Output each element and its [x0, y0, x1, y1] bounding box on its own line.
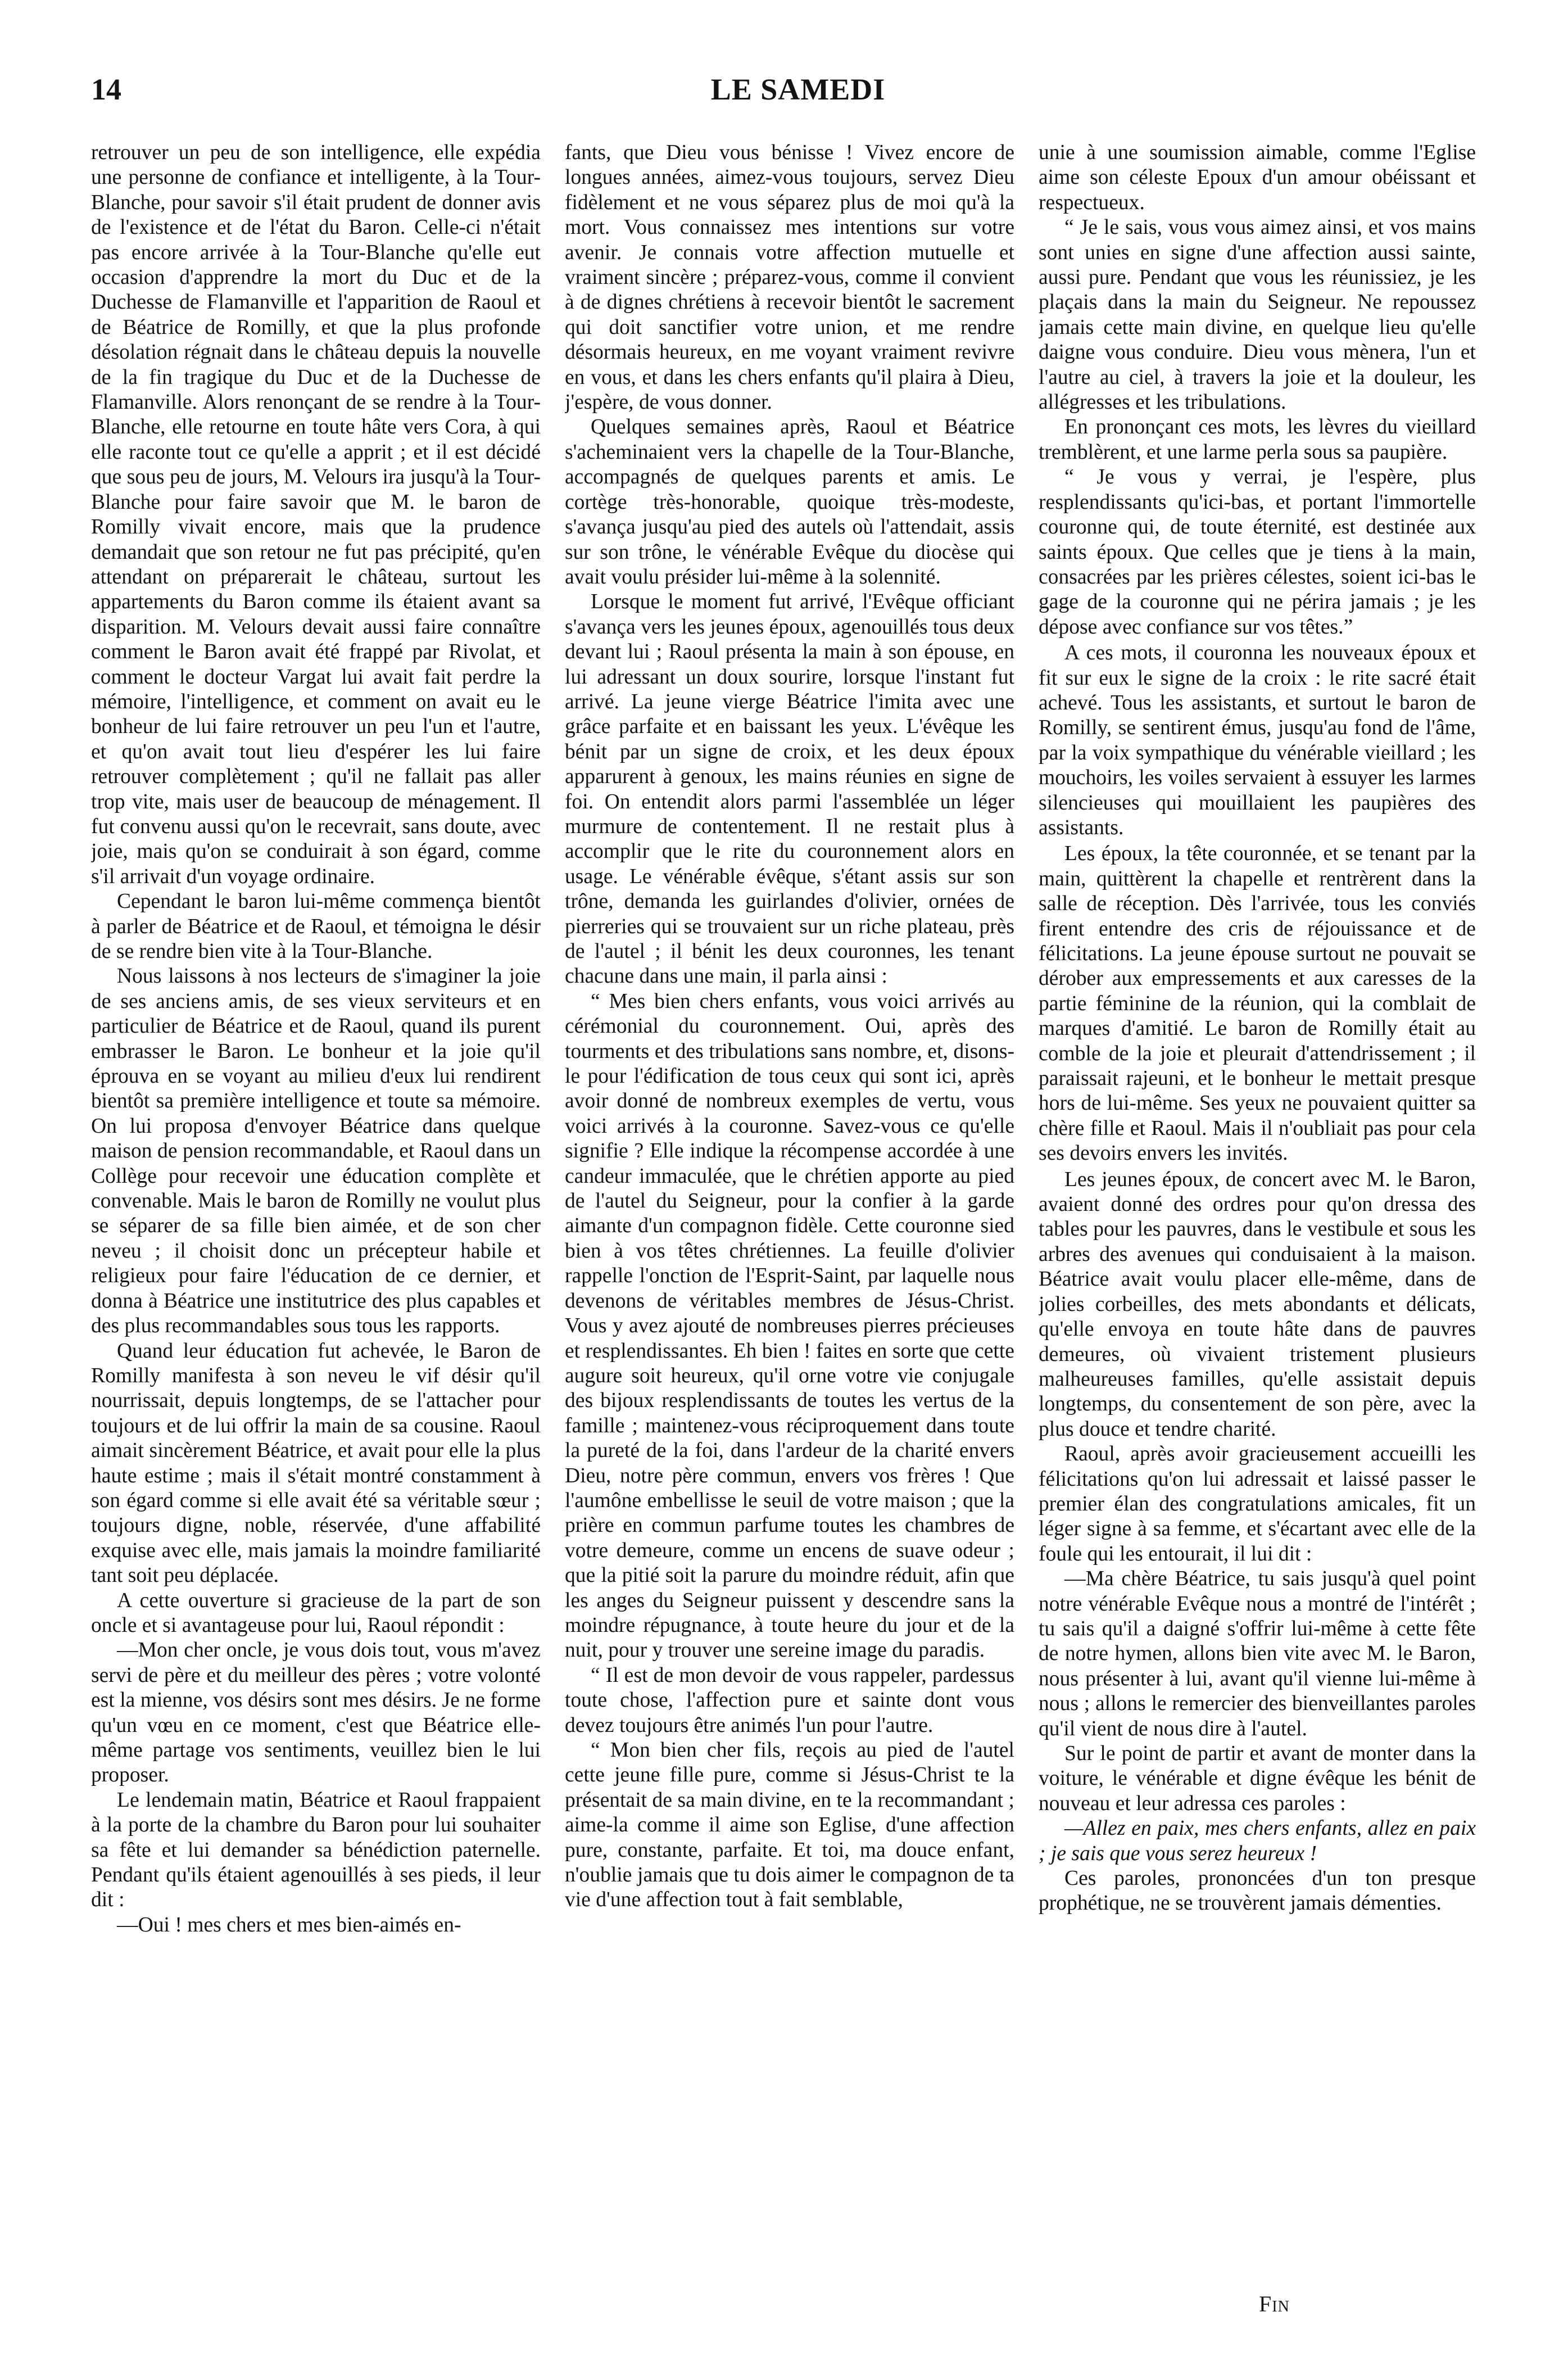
paragraph: Les époux, la tête couronnée, et se tenant par la main, quittèrent la chapelle et rentrèrent dans la salle de réception. Dès l'arrivée, tous les conviés firent entendre des cris de réjouissance et de félicitations. La jeune épouse surtout ne pouvait se dérober aux empressements et aux caresses de la partie féminine de la réunion, qui la comblait de marques d'amitié. Le baron de Romilly était au comble de la joie et pleurait d'attendrissement ; il paraissait rajeuni, et le bonheur le mettait presque hors de lui-même. Ses yeux ne pouvaient quitter sa chère fille et Raoul. Mais il n'oubliait pas pour cela ses devoirs envers les invités. [1039, 842, 1476, 1165]
quote-paragraph: “ Mes bien chers enfants, vous voici arrivés au cérémonial du couronnement. Oui, après des tourments et des tribulations sans nombre, et, disons-le pour l'édification de tous ceux qui sont ici, après avoir donné de nombreux exemples de vertu, vous voici arrivés à la couronne. Savez-vous ce qu'elle signifie ? Elle indique la récompense accordée à une candeur immaculée, que le chrétien apporte au pied de l'autel du Seigneur, pour la confier à la garde aimante d'un compagnon fidèle. Cette couronne sied bien à vos têtes chrétiennes. La feuille d'olivier rappelle l'onction de l'Esprit-Saint, par laquelle nous devenons de véritables membres de Jésus-Christ. Vous y avez ajouté de nombreuses pierres précieuses et resplendissantes. Eh bien ! faites en sorte que cette augure soit heureux, qu'il orne votre vie conjugale des bijoux resplendissants de toutes les vertus de la famille ; maintenez-vous réciproquement dans toute la pureté de la foi, dans l'ardeur de la charité envers Dieu, notre père commun, envers vos frères ! Que l'aumône embellisse le seuil de votre maison ; que la prière en commun parfume toutes les chambres de votre demeure, comme un encens de suave odeur ; que la pitié soit la parure du moindre réduit, afin que les anges du Seigneur puissent y descendre sans la moindre répugnance, à toute heure du jour et de la nuit, pour y trouver une sereine image du paradis. [565, 989, 1014, 1662]
paragraph: Les jeunes époux, de concert avec M. le Baron, avaient donné des ordres pour qu'on dressa des tables pour les pauvres, dans le vestibule et sous les arbres des avenues qui conduisaient à la maison. Béatrice avait voulu placer elle-même, dans de jolies corbeilles, des mets abondants et délicats, qu'elle envoya en toute hâte dans de pauvres demeures, où vivaient tristement plusieurs malheureuses familles, qu'elle assistait depuis longtemps, du consentement de son père, avec la plus douce et tendre charité. [1039, 1168, 1476, 1441]
journal-title: LE SAMEDI [710, 73, 886, 106]
quote-paragraph: “ Mon bien cher fils, reçois au pied de l'autel cette jeune fille pure, comme si Jésus-Christ te la présentait de sa main divine, en te la recommandant ; aime-la comme il aime son Eglise, d'une affection pure, constante, parfaite. Et toi, ma douce enfant, n'oublie jamais que tu dois aimer le compagnon de ta vie d'une affection tout à fait semblable, [565, 1739, 1014, 1912]
text-column-2 [565, 141, 1014, 2333]
paragraph: Quelques semaines après, Raoul et Béatrice s'acheminaient vers la chapelle de la Tour-Blanche, accompagnés de quelques parents et amis. Le cortège très-honorable, quoique très-modeste, s'avança jusqu'au pied des autels où l'attendait, assis sur son trône, le vénérable Evêque du diocèse qui avait voulu présider lui-même à la solennité. [565, 415, 1014, 589]
paragraph: A ces mots, il couronna les nouveaux époux et fit sur eux le signe de la croix : le rite sacré était achevé. Tous les assistants, et surtout le baron de Romilly, se sentirent émus, jusqu'au fond de l'âme, par la voix sympathique du vénérable vieillard ; les mouchoirs, les voiles servaient à essuyer les larmes silencieuses qui mouillaient les paupières des assistants. [1039, 641, 1476, 839]
dialogue-paragraph: —Oui ! mes chers et mes bien-aimés en- [117, 1913, 461, 1937]
paragraph: Ces paroles, prononcées d'un ton presque prophétique, ne se trouvèrent jamais démenties. [1039, 1867, 1476, 1915]
text-column-1 [91, 141, 541, 2333]
quote-paragraph: “ Je vous y verrai, je l'espère, plus resplendissants qu'ici-bas, et portant l'immortelle couronne qui, de toute éternité, est destinée aux saints époux. Que celles que je tiens à la main, consacrées par les prières célestes, soient ici-bas le gage de la couronne qui ne périra jamais ; je les dépose avec confiance sur vos têtes.” [1039, 465, 1476, 639]
quote-paragraph: “ Il est de mon devoir de vous rappeler, pardessus toute chose, l'affection pure et sainte dont vous devez toujours être animés l'un pour l'autre. [565, 1663, 1014, 1737]
paragraph: Cependant le baron lui-même commença bientôt à parler de Béatrice et de Raoul, et témoigna le désir de se rendre bien vite à la Tour-Blanche. [91, 890, 541, 963]
italic-blessing: —Allez en paix, mes chers enfants, allez en paix ; je sais que vous serez heureux ! [1039, 1817, 1476, 1865]
paragraph: Lorsque le moment fut arrivé, l'Evêque officiant s'avança vers les jeunes époux, agenouillés tous deux devant lui ; Raoul présenta la main à son épouse, en lui adressant un doux sourire, lorsque l'instant fut arrivé. La jeune vierge Béatrice l'imita avec une grâce parfaite et en baissant les yeux. L'évêque les bénit par un signe de croix, et les deux époux apparurent à genoux, les mains réunies en signe de foi. On entendit alors parmi l'assemblée un léger murmure de contentement. Il ne restait plus à accomplir que le rite du couronnement alors en usage. Le vénérable évêque, s'étant assis sur son trône, demanda les guirlandes d'olivier, ornées de pierreries qui se trouvaient sur un riche plateau, près de l'autel ; il bénit les deux couronnes, les tenant chacune dans une main, il parla ainsi : [565, 590, 1014, 988]
paragraph: retrouver un peu de son intelligence, elle expédia une personne de confiance et intelligente, à la Tour-Blanche, pour savoir s'il était prudent de donner avis de l'existence et de l'état du Baron. Celle-ci n'était pas encore arrivée à la Tour-Blanche qu'elle eut occasion d'apprendre la mort du Duc et de la Duchesse de Flamanville et l'apparition de Raoul et de Béatrice de Romilly, et que la plus profonde désolation régnait dans le château depuis la nouvelle de la fin tragique du Duc et de la Duchesse de Flamanville. Alors renonçant de se rendre à la Tour-Blanche, elle retourne en toute hâte vers Cora, à qui elle raconte tout ce qu'elle a apprit ; et il est décidé que sous peu de jours, M. Velours ira jusqu'à la Tour-Blanche pour faire savoir que M. le baron de Romilly vivait encore, mais que la prudence demandait que son retour ne fut pas précipité, qu'en attendant on préparerait le château, surtout les appartements du Baron comme ils étaient avant sa disparition. M. Velours devait aussi faire connaître comment le Baron avait été frappé par Rivolat, et comment le docteur Vargat lui avait fait perdre la mémoire, l'intelligence, et comment on avait eu le bonheur de lui faire retrouver un peu l'un et l'autre, et qu'on avait tout lieu d'espérer les lui faire retrouver complètement ; qu'il ne fallait pas aller trop vite, mais user de beaucoup de ménagement. Il fut convenu aussi qu'on le recevrait, sans doute, avec joie, mais qu'on se conduirait à son égard, comme s'il arrivait d'un voyage ordinaire. [91, 141, 541, 888]
page-number: 14 [91, 73, 121, 106]
paragraph: Sur le point de partir et avant de monter dans la voiture, le vénérable et digne évêque les bénit de nouveau et leur adressa ces paroles : [1039, 1742, 1476, 1815]
page-header [0, 0, 1568, 107]
end-mark: Fin [1259, 2291, 1290, 2317]
dialogue-paragraph: —Mon cher oncle, je vous dois tout, vous m'avez servi de père et du meilleur des pères ; votre volonté est la mienne, vos désirs sont mes désirs. Je ne forme qu'un vœu en ce moment, c'est que Béatrice elle-même partage vos sentiments, veuillez bien le lui proposer. [91, 1639, 541, 1787]
paragraph: unie à une soumission aimable, comme l'Eglise aime son céleste Epoux d'un amour obéissant et respectueux. [1039, 141, 1476, 214]
paragraph: En prononçant ces mots, les lèvres du vieillard tremblèrent, et une larme perla sous sa paupière. [1039, 415, 1476, 464]
paragraph: Nous laissons à nos lecteurs de s'imaginer la joie de ses anciens amis, de ses vieux serviteurs et en particulier de Béatrice et de Raoul, quand ils purent embrasser le Baron. Le bonheur et la joie qu'il éprouva en se voyant au milieu d'eux lui rendirent bientôt sa première intelligence et toute sa mémoire. On lui proposa d'envoyer Béatrice dans quelque maison de pension recommandable, et Raoul dans un Collège pour recevoir une éducation complète et convenable. Mais le baron de Romilly ne voulut plus se séparer de sa fille bien aimée, et de son cher neveu ; il choisit donc un précepteur habile et religieux pour faire l'éducation de ce dernier, et donna à Béatrice une institutrice des plus capables et des plus recommandables sous tous les rapports. [91, 965, 541, 1338]
paragraph: Le lendemain matin, Béatrice et Raoul frappaient à la porte de la chambre du Baron pour lui souhaiter sa fête et lui demander sa bénédiction paternelle. Pendant qu'ils étaient agenouillés à ses pieds, il leur dit : [91, 1788, 541, 1912]
paragraph: fants, que Dieu vous bénisse ! Vivez encore de longues années, aimez-vous toujours, servez Dieu fidèlement et ne vous séparez plus de moi qu'à la mort. Vous connaissez mes intentions sur votre avenir. Je connais votre affection mutuelle et vraiment sincère ; préparez-vous, comme il convient à de dignes chrétiens à recevoir bientôt le sacrement qui doit sanctifier votre union, et me rendre désormais heureux, en me voyant vraiment revivre en vous, et dans les chers enfants qu'il plaira à Dieu, j'espère, de vous donner. [565, 141, 1014, 414]
paragraph: A cette ouverture si gracieuse de la part de son oncle et si avantageuse pour lui, Raoul répondit : [91, 1589, 541, 1637]
quote-paragraph: “ Je le sais, vous vous aimez ainsi, et vos mains sont unies en signe d'une affection aussi sainte, aussi pure. Pendant que vous les réunissiez, je les plaçais dans la main du Seigneur. Ne repoussez jamais cette main divine, en quelque lieu qu'elle daigne vous conduire. Dieu vous mènera, l'un et l'autre au ciel, à travers la joie et la douleur, les allégresses et les tribulations. [1039, 216, 1476, 414]
paragraph: Raoul, après avoir gracieusement accueilli les félicitations qu'on lui adressait et laissé passer le premier élan des congratulations amicales, fit un léger signe à sa femme, et s'écartant avec elle de la foule qui les entourait, il lui dit : [1039, 1442, 1476, 1566]
dialogue-paragraph: —Ma chère Béatrice, tu sais jusqu'à quel point notre vénérable Evêque nous a montré de l'intérêt ; tu sais qu'il a daigné s'offrir lui-même à cette fête de notre hymen, allons bien vite avec M. le Baron, nous présenter à lui, avant qu'il vienne lui-même à nous ; allons le remercier des bienveillantes paroles qu'il vient de nous dire à l'autel. [1039, 1567, 1476, 1740]
text-column-3 [1039, 141, 1476, 2333]
paragraph: Quand leur éducation fut achevée, le Baron de Romilly manifesta à son neveu le vif désir qu'il nourrissait, depuis longtemps, de se l'attacher pour toujours et de lui offrir la main de sa cousine. Raoul aimait sincèrement Béatrice, et avait pour elle la plus haute estime ; mais il s'était montré constamment à son égard comme si elle avait été sa véritable sœur ; toujours digne, noble, réservée, d'une affabilité exquise avec elle, mais jamais la moindre familiarité tant soit peu déplacée. [91, 1339, 541, 1587]
